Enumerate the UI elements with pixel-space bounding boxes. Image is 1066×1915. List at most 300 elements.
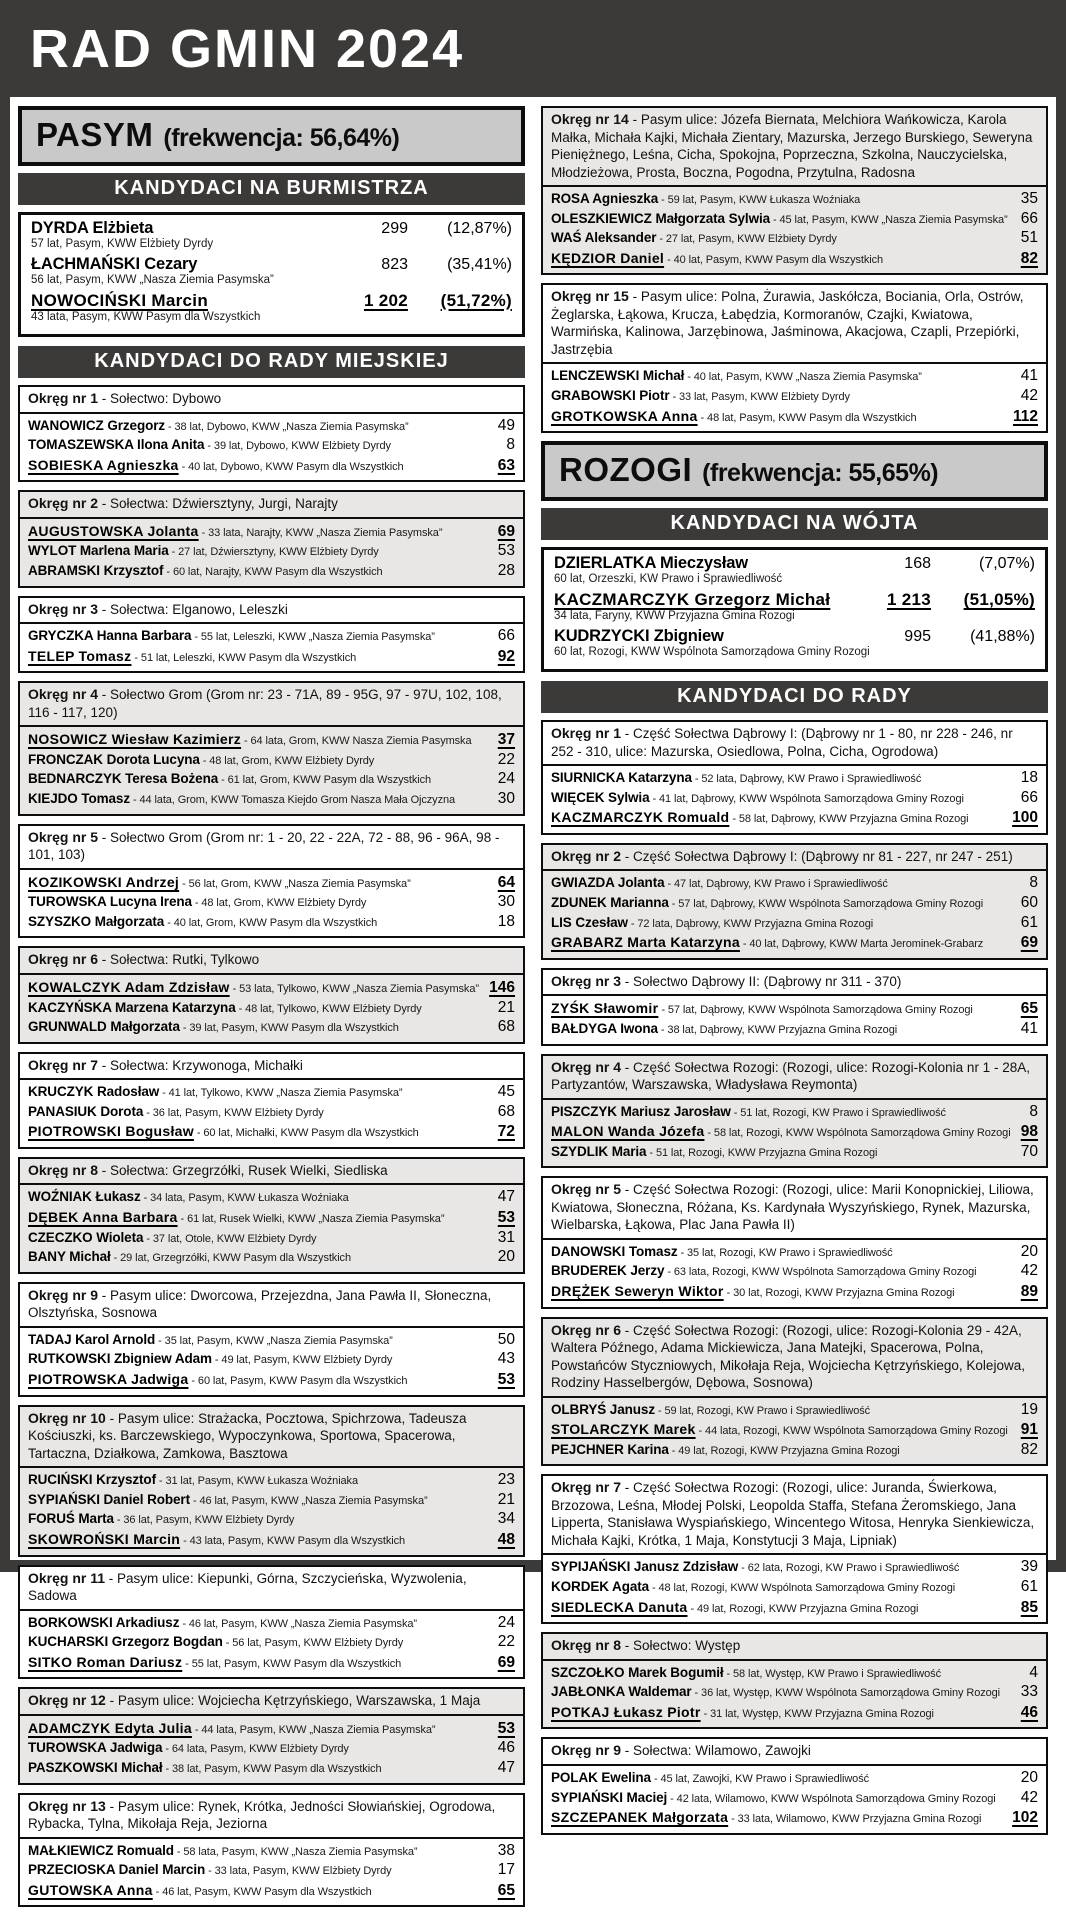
candidate-name: PIOTROWSKA Jadwiga [28, 1371, 189, 1388]
candidate-votes: 89 [1020, 1282, 1038, 1300]
district-label: Okręg nr 9 [28, 1286, 99, 1303]
candidate-row-winner [551, 1282, 1038, 1303]
district-candidates [20, 1611, 523, 1678]
candidate-row [28, 790, 515, 810]
district-description: Pasym ulice: Rynek, Krótka, Jedności Słowiańskiej, Ogrodowa, Rybacka, Tylna, Mikołaja Reja, Jeziorna [28, 1798, 496, 1832]
candidate-details: - 60 lat, Narajty, KWW Pasym dla Wszystkich [163, 565, 383, 578]
candidate-name: DĘBEK Anna Barbara [28, 1209, 178, 1226]
candidate-name: GROTKOWSKA Anna [551, 407, 698, 424]
candidate-details: - 59 lat, Pasym, KWW Łukasza Woźniaka [658, 194, 861, 206]
candidate-info [28, 978, 481, 999]
district-candidates [20, 519, 523, 586]
candidate-info [28, 456, 490, 477]
candidate-details: - 33 lata, Wilamowo, KWW Przyjazna Gmina Rozogi [728, 1813, 982, 1826]
candidate-info [551, 1558, 1013, 1578]
candidate-name: LENCZEWSKI Michał [551, 368, 685, 384]
candidate-row-winner [551, 1598, 1038, 1619]
candidate-info [551, 1441, 1013, 1461]
candidate-name: STOLARCZYK Marek [551, 1421, 696, 1438]
candidate-name: DRĘŻEK Seweryn Wiktor [551, 1282, 724, 1299]
candidate-votes: 39 [1020, 1558, 1038, 1576]
candidate-details: - 37 lat, Otole, KWW Elżbiety Dyrdy [143, 1232, 317, 1245]
candidate-name: BORKOWSKI Arkadiusz [28, 1614, 180, 1630]
district-label: Okręg nr 10 [28, 1409, 106, 1426]
candidate-name: WIĘCEK Sylwia [551, 789, 650, 805]
candidate-votes: 102 [1012, 1809, 1038, 1827]
district-header: Okręg nr 2 - Część Sołectwa Dąbrowy I: (Dąbrowy nr 81 - 227, nr 247 - 251) [543, 845, 1046, 872]
candidate-votes: 112 [1012, 407, 1038, 425]
rozogi-mayor-results [541, 547, 1048, 672]
district-header: Okręg nr 5 - Sołectwo Grom (Grom nr: 1 - 20, 22 - 22A, 72 - 88, 96 - 96A, 98 - 101, 103) [20, 826, 523, 870]
candidate-name: FRONCZAK Dorota Lucyna [28, 751, 200, 767]
candidate-votes: 47 [497, 1188, 515, 1206]
candidate-details: - 55 lat, Pasym, KWW Pasym dla Wszystkich [182, 1657, 402, 1670]
district-label: Okręg nr 12 [28, 1692, 106, 1709]
candidate-votes: 34 [497, 1510, 515, 1528]
candidate-name: OLESZKIEWICZ Małgorzata Sylwia [551, 210, 771, 226]
candidate-details: - 36 lat, Pasym, KWW Elżbiety Dyrdy [113, 1514, 295, 1527]
district-label: Okręg nr 15 [551, 288, 629, 305]
candidate-info [551, 789, 1013, 809]
candidate-details: - 36 lat, Pasym, KWW Elżbiety Dyrdy [143, 1106, 324, 1119]
candidate-name: TADAJ Karol Arnold [28, 1331, 156, 1347]
candidate-row-winner [551, 999, 1038, 1020]
district-label: Okręg nr 1 [28, 390, 99, 406]
candidate-row-winner [551, 1122, 1038, 1143]
district-label: Okręg nr 6 [551, 1321, 622, 1338]
candidate-row [28, 1350, 515, 1370]
candidate-info [551, 1789, 1013, 1809]
candidate-row [551, 1558, 1038, 1578]
district-block [541, 1737, 1048, 1834]
district-block [18, 1793, 525, 1908]
candidate-info [551, 190, 1013, 210]
mayor-candidate-row-winner [554, 590, 1035, 623]
candidate-info [28, 1471, 490, 1491]
district-label: Okręg nr 13 [28, 1797, 106, 1814]
candidate-name: DZIERLATKA Mieczysław [554, 554, 748, 573]
candidate-votes: 30 [497, 790, 515, 808]
candidate-name: PEJCHNER Karina [551, 1441, 669, 1457]
candidate-row-winner [551, 1808, 1038, 1829]
candidate-name: POLAK Ewelina [551, 1769, 651, 1785]
candidate-row-winner [551, 808, 1038, 829]
candidate-info [28, 1188, 490, 1208]
candidate-name: WANOWICZ Grzegorz [28, 417, 166, 433]
candidate-name: PISZCZYK Mariusz Jarosław [551, 1103, 731, 1119]
district-block [541, 1317, 1048, 1467]
candidate-name: KRUCZYK Radosław [28, 1084, 160, 1100]
candidate-line [31, 219, 512, 238]
candidate-details: - 51 lat, Rozogi, KWW Przyjazna Gmina Rozogi [646, 1146, 878, 1159]
candidate-name: GWIAZDA Jolanta [551, 875, 665, 891]
mayor-candidate-row [31, 219, 512, 251]
candidate-details: - 39 lat, Pasym, KWW Pasym dla Wszystkich [179, 1022, 399, 1035]
candidate-row [551, 1143, 1038, 1163]
district-candidates [543, 766, 1046, 833]
district-header: Okręg nr 7 - Część Sołectwa Rozogi: (Rozogi, ulice: Juranda, Świerkowa, Brzozowa, Leśna, Młodej Polski, Leopolda Staffa, Stefana Żeromskiego, Jana Lipperta, Stanisława Wyspiańskiego, Wincentego Witosa, Henryka Sienkiewicza, Michała Kajki, Krótka, 1 Maja, Konstytucji 3 Maja, Lipniak) [543, 1476, 1046, 1555]
candidate-name: SZCZOŁKO Marek Bogumił [551, 1664, 724, 1680]
district-header: Okręg nr 1 - Część Sołectwa Dąbrowy I: (Dąbrowy nr 1 - 80, nr 228 - 246, nr 252 - 310, ulice: Mazurska, Osiedlowa, Polna, Cicha, Ogrodowa) [543, 722, 1046, 766]
district-header: Okręg nr 7 - Sołectwa: Krzywonoga, Michałki [20, 1054, 523, 1081]
district-description: Pasym ulice: Strażacka, Pocztowa, Spichrzowa, Tadeusza Kościuszki, ks. Barczewskiego, Wypoczynkowa, Sportowa, Spacerowa, Tartaczna, Działkowa, Zamkowa, Basztowa [28, 1410, 467, 1461]
district-block [541, 968, 1048, 1046]
candidate-info [28, 562, 490, 582]
district-candidates [20, 1185, 523, 1271]
candidate-details: - 31 lat, Występ, KWW Przyjazna Gmina Rozogi [700, 1707, 934, 1720]
candidate-row-winner [551, 933, 1038, 954]
candidate-votes: 33 [1020, 1683, 1038, 1701]
candidate-details: - 41 lat, Tylkowo, KWW „Nasza Ziemia Pasymska” [159, 1087, 403, 1100]
candidate-row-winner [28, 1881, 515, 1902]
candidate-row-winner [28, 730, 515, 751]
candidate-percentage: (41,88%) [970, 628, 1035, 646]
candidate-info [551, 933, 1013, 954]
candidate-votes: 50 [497, 1330, 515, 1348]
candidate-row [551, 210, 1038, 230]
candidate-row-winner [28, 1530, 515, 1551]
candidate-votes: 65 [497, 1881, 515, 1899]
candidate-name: MAŁKIEWICZ Romuald [28, 1842, 174, 1858]
district-label: Okręg nr 2 [28, 495, 99, 512]
district-description: Pasym ulice: Polna, Żurawia, Jaskółcza, Bociania, Orla, Ostrów, Żeglarska, Łąkowa, Krucza, Łabędzia, Kormoranów, Czajki, Kwiatowa, Warmińska, Kalinowa, Jarzębinowa, Jaśminowa, Akacjowa, Czapli, Przepiórki, Jastrzębia [551, 289, 1024, 357]
candidate-details: - 46 lat, Pasym, KWW „Nasza Ziemia Pasymska” [179, 1617, 417, 1630]
candidate-votes: 8 [506, 436, 515, 454]
district-block [18, 1052, 525, 1149]
candidate-info [28, 1331, 490, 1351]
district-header: Okręg nr 12 - Pasym ulice: Wojciecha Kętrzyńskiego, Warszawska, 1 Maja [20, 1689, 523, 1716]
candidate-name: KORDEK Agata [551, 1578, 650, 1594]
candidate-info [551, 1703, 1013, 1724]
candidate-details: - 49 lat, Rozogi, KWW Przyjazna Gmina Rozogi [687, 1602, 919, 1615]
candidate-votes: 823 [381, 256, 408, 273]
candidate-details: - 58 lata, Pasym, KWW „Nasza Ziemia Pasymska” [173, 1845, 418, 1858]
candidate-name: GRABARZ Marta Katarzyna [551, 934, 740, 951]
candidate-votes: 48 [497, 1530, 515, 1548]
candidate-row [28, 1491, 515, 1511]
district-header: Okręg nr 3 - Sołectwo Dąbrowy II: (Dąbrowy nr 311 - 370) [543, 970, 1046, 997]
district-label: Okręg nr 7 [28, 1056, 99, 1073]
candidate-info [551, 1103, 1021, 1123]
district-candidates [543, 871, 1046, 957]
candidate-name: FORUŚ Marta [28, 1511, 114, 1527]
candidate-row [551, 1789, 1038, 1809]
district-candidates [20, 727, 523, 813]
district-header: Okręg nr 2 - Sołectwa: Dźwiersztyny, Jurgi, Narajty [20, 492, 523, 519]
section-bar-rada-miejska: KANDYDACI DO RADY MIEJSKIEJ [18, 346, 525, 378]
candidate-votes: 8 [1029, 874, 1038, 892]
candidate-line [31, 255, 512, 274]
candidate-info [28, 1510, 490, 1530]
candidate-votes: 19 [1020, 1400, 1038, 1418]
candidate-name: RUCIŃSKI Krzysztof [28, 1472, 156, 1488]
turnout-label: (frekwencja: 55,65%) [702, 459, 939, 488]
district-description: Część Sołectwa Rozogi: (Rozogi, ulice: Rozogi-Kolonia 29 - 42A, Waltera Późnego, Adama Mickiewicza, Jana Matejki, Spacerowa, Polna, Powstańców Styczniowych, Mikołaja Reja, Wojciecha Kętrzyńskiego, Kolejowa, Rodziny Hasselbergów, Dębowa, Sosnowa) [551, 1322, 1025, 1391]
district-label: Okręg nr 8 [28, 1161, 99, 1178]
district-header: Okręg nr 14 - Pasym ulice: Józefa Biernata, Melchiora Wańkowicza, Karola Małka, Michała Kajki, Michała Zientary, Mazurska, Jerzego Burskiego, Seweryna Pieniężnego, Leśna, Cicha, Spokojna, Poprzeczna, Szkolna, Nauczycielska, Młodzieżowa, Prosta, Boczna, Pogodna, Przytulna, Radosna [543, 108, 1046, 187]
candidate-info [28, 1018, 490, 1038]
municipality-name: ROZOGI [559, 451, 693, 489]
district-candidates [20, 624, 523, 671]
candidate-name: BRUDEREK Jerzy [551, 1263, 665, 1279]
candidate-details: - 44 lata, Rozogi, KWW Wspólnota Samorządowa Gminy Rozogi [695, 1425, 1008, 1438]
candidate-info [28, 1759, 490, 1779]
candidate-votes: 61 [1020, 1577, 1038, 1595]
candidate-name: SZYDLIK Maria [551, 1143, 647, 1159]
candidate-details: - 38 lat, Dybowo, KWW „Nasza Ziemia Pasymska” [165, 420, 409, 433]
candidate-info [551, 999, 1013, 1020]
candidate-votes: 43 [497, 1350, 515, 1368]
candidate-row [551, 1683, 1038, 1703]
candidate-details: - 27 lat, Dźwiersztyny, KWW Elżbiety Dyrdy [168, 546, 379, 559]
candidate-votes: 66 [1020, 788, 1038, 806]
candidate-votes: 82 [1020, 1440, 1038, 1458]
candidate-details: - 51 lat, Leleszki, KWW Pasym dla Wszystkich [131, 651, 357, 664]
candidate-line [31, 291, 512, 311]
district-description: Pasym ulice: Józefa Biernata, Melchiora Wańkowicza, Karola Małka, Michała Kajki, Michała Zientary, Mazurska, Jerzego Burskiego, Seweryna Pieniężnego, Leśna, Cicha, Spokojna, Poprzeczna, Szkolna, Nauczycielska, Młodzieżowa, Prosta, Boczna, Pogodna, Przytulna, Radosna [551, 112, 1033, 180]
candidate-percentage: (51,72%) [440, 291, 512, 310]
district-candidates [543, 1661, 1046, 1728]
candidate-details: - 29 lat, Grzegrzółki, KWW Pasym dla Wszystkich [110, 1252, 351, 1265]
candidate-row [28, 1331, 515, 1351]
candidate-details: - 41 lat, Dąbrowy, KWW Wspólnota Samorządowa Gminy Rozogi [649, 792, 964, 805]
pasym-header-box [18, 106, 525, 166]
candidate-details: 60 lat, Rozogi, KWW Wspólnota Samorządowa Gminy Rozogi [554, 646, 870, 659]
candidate-info [551, 1243, 1013, 1263]
candidate-row [28, 627, 515, 647]
candidate-info [28, 730, 490, 751]
candidate-info [28, 417, 490, 437]
candidate-name: KOZIKOWSKI Andrzej [28, 873, 180, 890]
candidate-row-winner [551, 249, 1038, 270]
candidate-info [28, 1653, 490, 1674]
candidate-details: - 43 lata, Pasym, KWW Pasym dla Wszystkich [180, 1534, 406, 1547]
candidate-info [28, 1103, 490, 1123]
page-title: RAD GMIN 2024 [30, 18, 465, 79]
candidate-info [551, 894, 1013, 914]
candidate-name: ADAMCZYK Edyta Julia [28, 1719, 192, 1736]
district-candidates [543, 1398, 1046, 1465]
candidate-votes: 60 [1020, 894, 1038, 912]
district-description: Część Sołectwa Rozogi: (Rozogi, ulice: Marii Konopnickiej, Liliowa, Kwiatowa, Słoneczna, Różana, Ks. Kardynała Wyszyńskiego, Rynek, Mazurska, Wielbarska, Łąkowa, Plac Jana Pawła II) [551, 1182, 1034, 1233]
candidate-votes: 168 [904, 555, 931, 573]
candidate-row [28, 893, 515, 913]
candidate-votes: 53 [497, 1209, 515, 1227]
rozogi-districts-1-9 [541, 720, 1048, 1843]
candidate-votes: 20 [1020, 1242, 1038, 1260]
candidate-details: - 39 lat, Dybowo, KWW Elżbiety Dyrdy [204, 440, 391, 453]
candidate-details: - 61 lat, Grom, KWW Pasym dla Wszystkich [218, 774, 432, 787]
candidate-name: PRZECIOSKA Daniel Marcin [28, 1862, 206, 1878]
candidate-row [28, 417, 515, 437]
masthead [0, 0, 1066, 97]
district-block [18, 824, 525, 939]
candidate-info [551, 367, 1013, 387]
district-header: Okręg nr 9 - Sołectwa: Wilamowo, Zawojki [543, 1739, 1046, 1766]
district-label: Okręg nr 4 [551, 1058, 622, 1075]
district-header: Okręg nr 1 - Sołectwo: Dybowo [20, 387, 523, 414]
district-description: Część Sołectwa Rozogi: (Rozogi, ulice: Juranda, Świerkowa, Brzozowa, Leśna, Młodej Polski, Leopolda Staffa, Stefana Żeromskiego, Jana Lipperta, Stanisława Wyspiańskiego, Wincentego Witosa, Henryka Sienkiewicza, Michała Kajki, Krótka, 1 Maja, Konstytucji 3 Maja, Lipniak) [551, 1480, 1035, 1548]
candidate-info [551, 1143, 1013, 1163]
candidate-votes: 22 [497, 750, 515, 768]
candidate-details: - 46 lat, Pasym, KWW „Nasza Ziemia Pasymska” [189, 1494, 428, 1507]
district-candidates [543, 1766, 1046, 1833]
candidate-info [551, 1683, 1013, 1703]
rozogi-header-box [541, 441, 1048, 501]
candidate-name: KACZMARCZYK Romuald [551, 809, 730, 826]
candidate-details: - 52 lata, Dąbrowy, KW Prawo i Sprawiedliwość [691, 773, 922, 786]
candidate-votes: 4 [1029, 1663, 1038, 1681]
section-bar-burmistrz: KANDYDACI NA BURMISTRZA [18, 173, 525, 205]
candidate-row-winner [28, 873, 515, 894]
candidate-row [28, 770, 515, 790]
candidate-name: TOMASZEWSKA Ilona Anita [28, 437, 205, 453]
candidate-votes: 18 [497, 912, 515, 930]
candidate-details: - 40 lat, Pasym, KWW Pasym dla Wszystkich [664, 253, 884, 266]
district-description: Sołectwa: Wilamowo, Zawojki [633, 1743, 811, 1759]
candidate-details: 34 lata, Faryny, KWW Przyjazna Gmina Rozogi [554, 610, 795, 623]
candidate-name: GRUNWALD Małgorzata [28, 1019, 180, 1035]
candidate-details: 56 lat, Pasym, KWW „Nasza Ziemia Pasymska” [31, 274, 274, 286]
candidate-votes: 49 [497, 416, 515, 434]
candidate-row-winner [551, 1703, 1038, 1724]
candidate-details: - 33 lata, Narajty, KWW „Nasza Ziemia Pasymska” [198, 526, 443, 539]
candidate-name: ABRAMSKI Krzysztof [28, 562, 164, 578]
district-label: Okręg nr 1 [551, 725, 622, 742]
candidate-row [28, 1633, 515, 1653]
candidate-details: - 48 lat, Grom, KWW Elżbiety Dyrdy [191, 897, 367, 910]
candidate-row [551, 387, 1038, 407]
candidate-votes: 46 [497, 1739, 515, 1757]
candidate-info [551, 1808, 1004, 1829]
candidate-votes: 21 [497, 998, 515, 1016]
district-block [541, 1474, 1048, 1624]
candidate-info [28, 1122, 490, 1143]
candidate-info [551, 387, 1013, 407]
candidate-votes: 65 [1020, 1000, 1038, 1018]
district-header: Okręg nr 9 - Pasym ulice: Dworcowa, Przejezdna, Jana Pawła II, Słoneczna, Olsztyńska, Sosnowa [20, 1284, 523, 1328]
candidate-votes: 46 [1020, 1703, 1038, 1721]
candidate-details: - 40 lat, Dąbrowy, KWW Marta Jerominek-Grabarz [739, 938, 984, 951]
candidate-info [551, 874, 1021, 894]
candidate-votes: 24 [497, 770, 515, 788]
candidate-details: - 61 lat, Rusek Wielki, KWW „Nasza Ziemia Pasymska” [177, 1213, 445, 1226]
candidate-votes: 92 [497, 647, 515, 665]
candidate-info [551, 407, 1005, 428]
candidate-votes: 37 [497, 731, 515, 749]
candidate-votes: 68 [497, 1018, 515, 1036]
candidate-details: - 38 lat, Dąbrowy, KWW Przyjazna Gmina Rozogi [657, 1023, 898, 1036]
district-candidates [543, 364, 1046, 431]
candidate-info [28, 999, 490, 1019]
left-column [18, 106, 525, 1899]
candidate-name: POTKAJ Łukasz Piotr [551, 1703, 701, 1720]
candidate-percentage: (51,05%) [963, 590, 1035, 610]
district-description: Sołectwo Grom (Grom nr: 1 - 20, 22 - 22A, 72 - 88, 96 - 96A, 98 - 101, 103) [28, 829, 500, 863]
candidate-votes: 146 [489, 978, 515, 996]
candidate-row-winner [28, 1122, 515, 1143]
candidate-percentage: (12,87%) [447, 220, 512, 237]
district-header: Okręg nr 5 - Część Sołectwa Rozogi: (Rozogi, ulice: Marii Konopnickiej, Liliowa, Kwiatowa, Słoneczna, Różana, Ks. Kardynała Wyszyńskiego, Rynek, Mazurska, Wielbarska, Łąkowa, Plac Jana Pawła II) [543, 1178, 1046, 1240]
candidate-name: ROSA Agnieszka [551, 191, 659, 206]
district-label: Okręg nr 3 [28, 600, 99, 617]
candidate-info [551, 229, 1013, 249]
district-label: Okręg nr 6 [28, 951, 99, 968]
district-header: Okręg nr 11 - Pasym ulice: Kiepunki, Górna, Szczycieńska, Wyzwolenia, Sadowa [20, 1567, 523, 1611]
candidate-row [551, 190, 1038, 210]
candidate-name: SZCZEPANEK Małgorzata [551, 1809, 729, 1826]
candidate-info [28, 647, 490, 668]
district-candidates [20, 414, 523, 481]
mayor-candidate-row [554, 627, 1035, 659]
candidate-name: KOWALCZYK Adam Zdzisław [28, 978, 230, 995]
district-candidates [20, 870, 523, 937]
candidate-votes: 299 [381, 220, 408, 237]
candidate-votes: 63 [497, 456, 515, 474]
candidate-details: - 58 lat, Dąbrowy, KWW Przyjazna Gmina Rozogi [729, 813, 969, 826]
candidate-votes: 24 [497, 1613, 515, 1631]
candidate-info [28, 436, 498, 456]
candidate-row [551, 914, 1038, 934]
candidate-row [28, 1614, 515, 1634]
candidate-votes: 66 [497, 627, 515, 645]
candidate-votes: 8 [1029, 1102, 1038, 1120]
candidate-votes: 1 202 [363, 291, 408, 310]
candidate-name: SZYSZKO Małgorzata [28, 913, 165, 929]
candidate-name: PASZKOWSKI Michał [28, 1759, 163, 1775]
candidate-name: GRABOWSKI Piotr [551, 387, 670, 403]
candidate-details: - 31 lat, Pasym, KWW Łukasza Woźniaka [155, 1475, 358, 1488]
right-column [541, 106, 1048, 1827]
candidate-info [551, 1262, 1013, 1282]
candidate-details: - 40 lat, Dybowo, KWW Pasym dla Wszystkich [178, 460, 404, 473]
district-block [541, 720, 1048, 835]
candidate-name: ZYŚK Sławomir [551, 1000, 659, 1017]
candidate-info [28, 893, 490, 913]
candidate-info [28, 1248, 490, 1268]
turnout-label: (frekwencja: 56,64%) [163, 124, 400, 152]
candidate-name: NOSOWICZ Wiesław Kazimierz [28, 731, 242, 748]
candidate-info [28, 627, 490, 647]
candidate-row [28, 1471, 515, 1491]
candidate-votes: 68 [497, 1102, 515, 1120]
candidate-votes: 70 [1020, 1142, 1038, 1160]
candidate-percentage: (35,41%) [447, 256, 512, 273]
candidate-row [28, 1188, 515, 1208]
candidate-details: - 46 lat, Pasym, KWW Pasym dla Wszystkich [152, 1885, 372, 1898]
candidate-votes: 42 [1020, 386, 1038, 404]
candidate-info [28, 1842, 490, 1862]
candidate-name: TUROWSKA Lucyna Irena [28, 894, 192, 910]
candidate-votes: 35 [1020, 190, 1038, 207]
district-block [541, 1054, 1048, 1169]
district-description: Sołectwa: Elganowo, Leleszki [110, 601, 288, 617]
district-label: Okręg nr 3 [551, 972, 622, 989]
candidate-details: - 59 lat, Rozogi, KW Prawo i Sprawiedliwość [654, 1404, 871, 1417]
district-description: Sołectwo Dąbrowy II: (Dąbrowy nr 311 - 370) [633, 973, 902, 989]
candidate-line [554, 554, 1035, 573]
candidate-name: KĘDZIOR Daniel [551, 249, 665, 266]
pasym-districts-14-15 [541, 106, 1048, 441]
candidate-info [551, 1420, 1013, 1441]
district-description: Sołectwo: Występ [633, 1638, 741, 1654]
candidate-votes: 41 [1020, 1019, 1038, 1037]
district-block [18, 1282, 525, 1397]
candidate-info [28, 1614, 490, 1634]
candidate-votes: 22 [497, 1633, 515, 1651]
district-header: Okręg nr 4 - Część Sołectwa Rozogi: (Rozogi, ulice: Rozogi-Kolonia nr 1 - 28A, Partyzantów, Warszawska, Władysława Reymonta) [543, 1056, 1046, 1100]
candidate-votes: 100 [1012, 809, 1038, 827]
